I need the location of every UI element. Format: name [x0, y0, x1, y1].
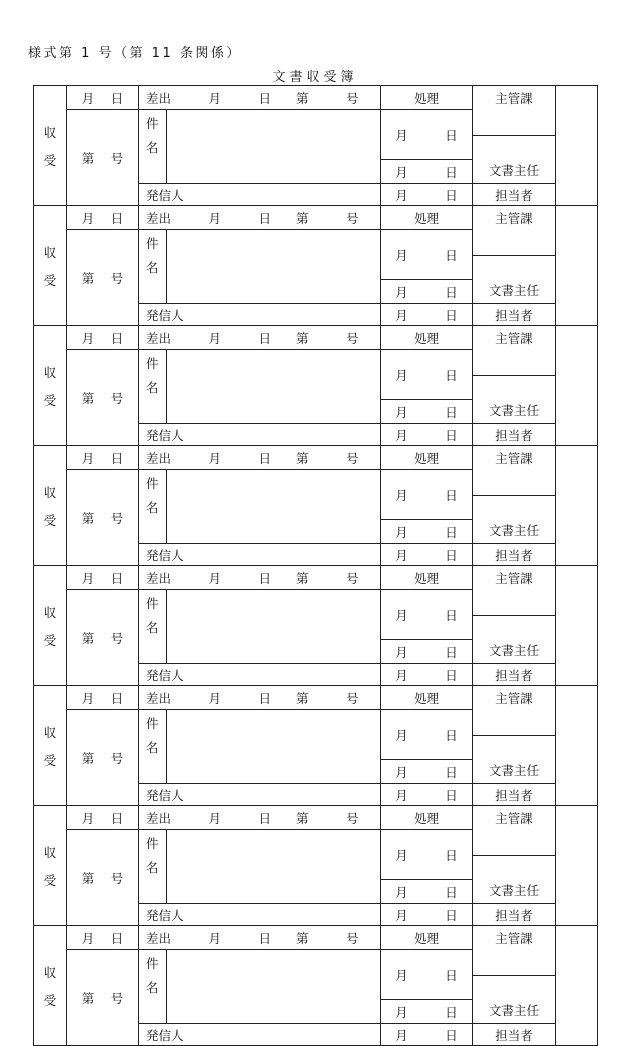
processing-month-day: 月 日	[381, 880, 473, 904]
document-register-table	[33, 85, 598, 1046]
processing-month-day: 月 日	[381, 640, 473, 664]
hasshinnin-label: 発信人	[139, 664, 381, 686]
shuju-label: 収 受	[34, 926, 67, 1046]
sender-date-number: 差出 月 日 第 号	[139, 206, 381, 230]
bunsho-shunin-label: 文書主任	[473, 736, 556, 784]
processing-month-day: 月 日	[381, 110, 473, 160]
processing-month-day: 月 日	[381, 1024, 473, 1046]
processing-month-day: 月 日	[381, 760, 473, 784]
hasshinnin-label: 発信人	[139, 904, 381, 926]
stamp-cell[interactable]	[556, 446, 598, 566]
subject-input-cell[interactable]	[167, 230, 381, 304]
shukanka-label: 主管課	[473, 326, 556, 376]
processing-month-day: 月 日	[381, 830, 473, 880]
stamp-cell[interactable]	[556, 686, 598, 806]
kenmei-label: 件 名	[139, 230, 167, 304]
bunsho-shunin-label: 文書主任	[473, 976, 556, 1024]
received-month-day: 月 日	[67, 326, 139, 350]
shori-label: 処理	[381, 206, 473, 230]
processing-month-day: 月 日	[381, 230, 473, 280]
processing-month-day: 月 日	[381, 544, 473, 566]
received-month-day: 月 日	[67, 86, 139, 110]
bunsho-shunin-label: 文書主任	[473, 376, 556, 424]
received-number: 第 号	[67, 830, 139, 926]
kenmei-label: 件 名	[139, 950, 167, 1024]
kenmei-label: 件 名	[139, 470, 167, 544]
sender-date-number: 差出 月 日 第 号	[139, 446, 381, 470]
shori-label: 処理	[381, 926, 473, 950]
processing-month-day: 月 日	[381, 470, 473, 520]
shori-label: 処理	[381, 566, 473, 590]
received-number: 第 号	[67, 110, 139, 206]
shuju-label: 収 受	[34, 686, 67, 806]
sender-date-number: 差出 月 日 第 号	[139, 686, 381, 710]
processing-month-day: 月 日	[381, 400, 473, 424]
shori-label: 処理	[381, 446, 473, 470]
subject-input-cell[interactable]	[167, 350, 381, 424]
bunsho-shunin-label: 文書主任	[473, 136, 556, 184]
shori-label: 処理	[381, 686, 473, 710]
tantosha-label: 担当者	[473, 304, 556, 326]
stamp-cell[interactable]	[556, 806, 598, 926]
received-number: 第 号	[67, 710, 139, 806]
kenmei-label: 件 名	[139, 590, 167, 664]
processing-month-day: 月 日	[381, 590, 473, 640]
processing-month-day: 月 日	[381, 710, 473, 760]
tantosha-label: 担当者	[473, 1024, 556, 1046]
processing-month-day: 月 日	[381, 184, 473, 206]
tantosha-label: 担当者	[473, 664, 556, 686]
tantosha-label: 担当者	[473, 784, 556, 806]
bunsho-shunin-label: 文書主任	[473, 616, 556, 664]
shukanka-label: 主管課	[473, 806, 556, 856]
processing-month-day: 月 日	[381, 520, 473, 544]
subject-input-cell[interactable]	[167, 710, 381, 784]
shuju-label: 収 受	[34, 326, 67, 446]
shori-label: 処理	[381, 326, 473, 350]
hasshinnin-label: 発信人	[139, 304, 381, 326]
sender-date-number: 差出 月 日 第 号	[139, 86, 381, 110]
shuju-label: 収 受	[34, 446, 67, 566]
stamp-cell[interactable]	[556, 206, 598, 326]
shori-label: 処理	[381, 806, 473, 830]
subject-input-cell[interactable]	[167, 470, 381, 544]
kenmei-label: 件 名	[139, 710, 167, 784]
processing-month-day: 月 日	[381, 280, 473, 304]
bunsho-shunin-label: 文書主任	[473, 856, 556, 904]
shuju-label: 収 受	[34, 806, 67, 926]
subject-input-cell[interactable]	[167, 110, 381, 184]
stamp-cell[interactable]	[556, 326, 598, 446]
tantosha-label: 担当者	[473, 904, 556, 926]
hasshinnin-label: 発信人	[139, 424, 381, 446]
register-title: 文書収受簿	[272, 70, 358, 85]
kenmei-label: 件 名	[139, 110, 167, 184]
stamp-cell[interactable]	[556, 566, 598, 686]
sender-date-number: 差出 月 日 第 号	[139, 326, 381, 350]
received-number: 第 号	[67, 350, 139, 446]
processing-month-day: 月 日	[381, 1000, 473, 1024]
tantosha-label: 担当者	[473, 544, 556, 566]
form-number: 様式第 1 号（第 11 条関係）	[28, 46, 242, 61]
hasshinnin-label: 発信人	[139, 184, 381, 206]
stamp-cell[interactable]	[556, 926, 598, 1046]
shukanka-label: 主管課	[473, 206, 556, 256]
shuju-label: 収 受	[34, 86, 67, 206]
received-month-day: 月 日	[67, 206, 139, 230]
processing-month-day: 月 日	[381, 424, 473, 446]
stamp-cell[interactable]	[556, 86, 598, 206]
shukanka-label: 主管課	[473, 446, 556, 496]
subject-input-cell[interactable]	[167, 830, 381, 904]
received-month-day: 月 日	[67, 686, 139, 710]
processing-month-day: 月 日	[381, 664, 473, 686]
kenmei-label: 件 名	[139, 830, 167, 904]
processing-month-day: 月 日	[381, 160, 473, 184]
shori-label: 処理	[381, 86, 473, 110]
subject-input-cell[interactable]	[167, 950, 381, 1024]
received-month-day: 月 日	[67, 806, 139, 830]
shukanka-label: 主管課	[473, 86, 556, 136]
tantosha-label: 担当者	[473, 424, 556, 446]
sender-date-number: 差出 月 日 第 号	[139, 926, 381, 950]
shuju-label: 収 受	[34, 566, 67, 686]
bunsho-shunin-label: 文書主任	[473, 496, 556, 544]
tantosha-label: 担当者	[473, 184, 556, 206]
shukanka-label: 主管課	[473, 566, 556, 616]
sender-date-number: 差出 月 日 第 号	[139, 566, 381, 590]
processing-month-day: 月 日	[381, 304, 473, 326]
received-number: 第 号	[67, 950, 139, 1046]
received-month-day: 月 日	[67, 566, 139, 590]
processing-month-day: 月 日	[381, 904, 473, 926]
received-number: 第 号	[67, 230, 139, 326]
processing-month-day: 月 日	[381, 350, 473, 400]
kenmei-label: 件 名	[139, 350, 167, 424]
hasshinnin-label: 発信人	[139, 784, 381, 806]
hasshinnin-label: 発信人	[139, 1024, 381, 1046]
received-number: 第 号	[67, 470, 139, 566]
sender-date-number: 差出 月 日 第 号	[139, 806, 381, 830]
shukanka-label: 主管課	[473, 686, 556, 736]
processing-month-day: 月 日	[381, 950, 473, 1000]
processing-month-day: 月 日	[381, 784, 473, 806]
subject-input-cell[interactable]	[167, 590, 381, 664]
received-month-day: 月 日	[67, 446, 139, 470]
bunsho-shunin-label: 文書主任	[473, 256, 556, 304]
shuju-label: 収 受	[34, 206, 67, 326]
received-month-day: 月 日	[67, 926, 139, 950]
hasshinnin-label: 発信人	[139, 544, 381, 566]
shukanka-label: 主管課	[473, 926, 556, 976]
received-number: 第 号	[67, 590, 139, 686]
